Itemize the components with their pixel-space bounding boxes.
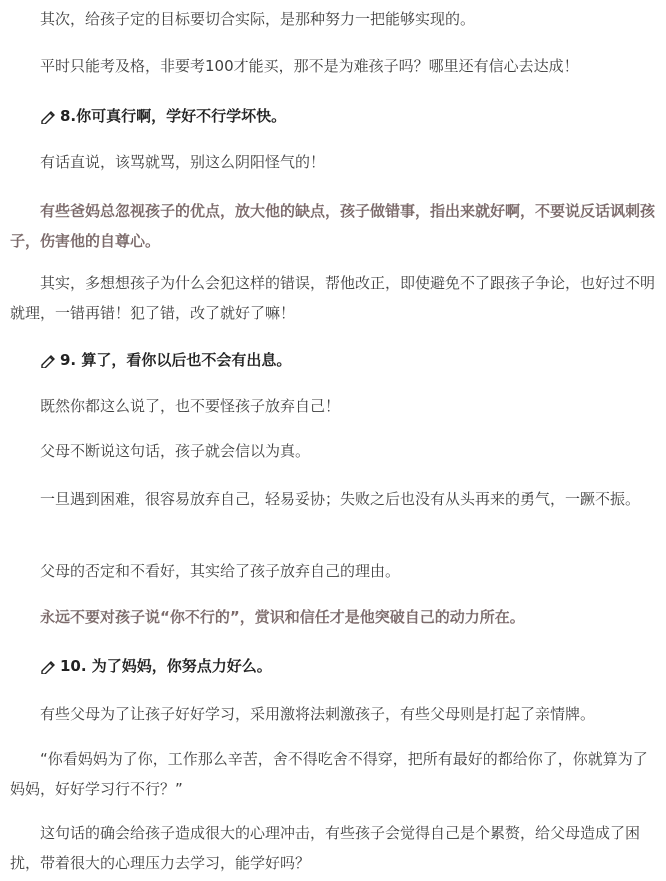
heading-text: 9. 算了，看你以后也不会有出息。 xyxy=(60,351,292,369)
pencil-icon xyxy=(40,354,56,368)
paragraph: 平时只能考及格，非要考100才能买，那不是为难孩子吗？哪里还有信心去达成！ xyxy=(40,57,579,75)
paragraph: 有话直说，该骂就骂，别这么阴阳怪气的！ xyxy=(40,153,326,171)
heading-text: 8.你可真行啊，学好不行学坏快。 xyxy=(60,107,287,125)
emphasis-paragraph: 有些爸妈总忽视孩子的优点，放大他的缺点，孩子做错事，指出来就好啊，不要说反话讽刺孩子，伤害他的自尊心。 xyxy=(10,202,656,250)
paragraph: 其实，多想想孩子为什么会犯这样的错误，帮他改正，即使避免不了跟孩子争论，也好过不明就理，一错再错！犯了错，改了就好了嘛！ xyxy=(10,274,656,322)
paragraph: 父母的否定和不看好，其实给了孩子放弃自己的理由。 xyxy=(40,562,401,580)
emphasis-paragraph: 永远不要对孩子说“你不行的”，赏识和信任才是他突破自己的动力所在。 xyxy=(40,608,525,626)
paragraph: 父母不断说这句话，孩子就会信以为真。 xyxy=(40,442,311,460)
quote-paragraph: “你看妈妈为了你，工作那么辛苦，舍不得吃舍不得穿，把所有最好的都给你了，你就算为了妈妈，好好学习行不行？” xyxy=(10,750,648,798)
pencil-icon xyxy=(40,660,56,674)
paragraph: 既然你都这么说了，也不要怪孩子放弃自己！ xyxy=(40,397,341,415)
paragraph: 一旦遇到困难，很容易放弃自己，轻易妥协；失败之后也没有从头再来的勇气，一蹶不振。 xyxy=(40,490,641,508)
pencil-icon xyxy=(40,110,56,124)
heading-text: 10. 为了妈妈，你努点力好么。 xyxy=(60,657,272,675)
paragraph: 其次，给孩子定的目标要切合实际，是那种努力一把能够实现的。 xyxy=(40,10,476,28)
section-heading-8 xyxy=(10,101,656,131)
section-heading-10 xyxy=(10,651,656,681)
paragraph: 有些父母为了让孩子好好学习，采用激将法刺激孩子，有些父母则是打起了亲情牌。 xyxy=(40,705,596,723)
paragraph: 这句话的确会给孩子造成很大的心理冲击，有些孩子会觉得自己是个累赘，给父母造成了困扰，带着很大的心理压力去学习，能学好吗？ xyxy=(10,824,641,872)
section-heading-9 xyxy=(10,345,656,375)
